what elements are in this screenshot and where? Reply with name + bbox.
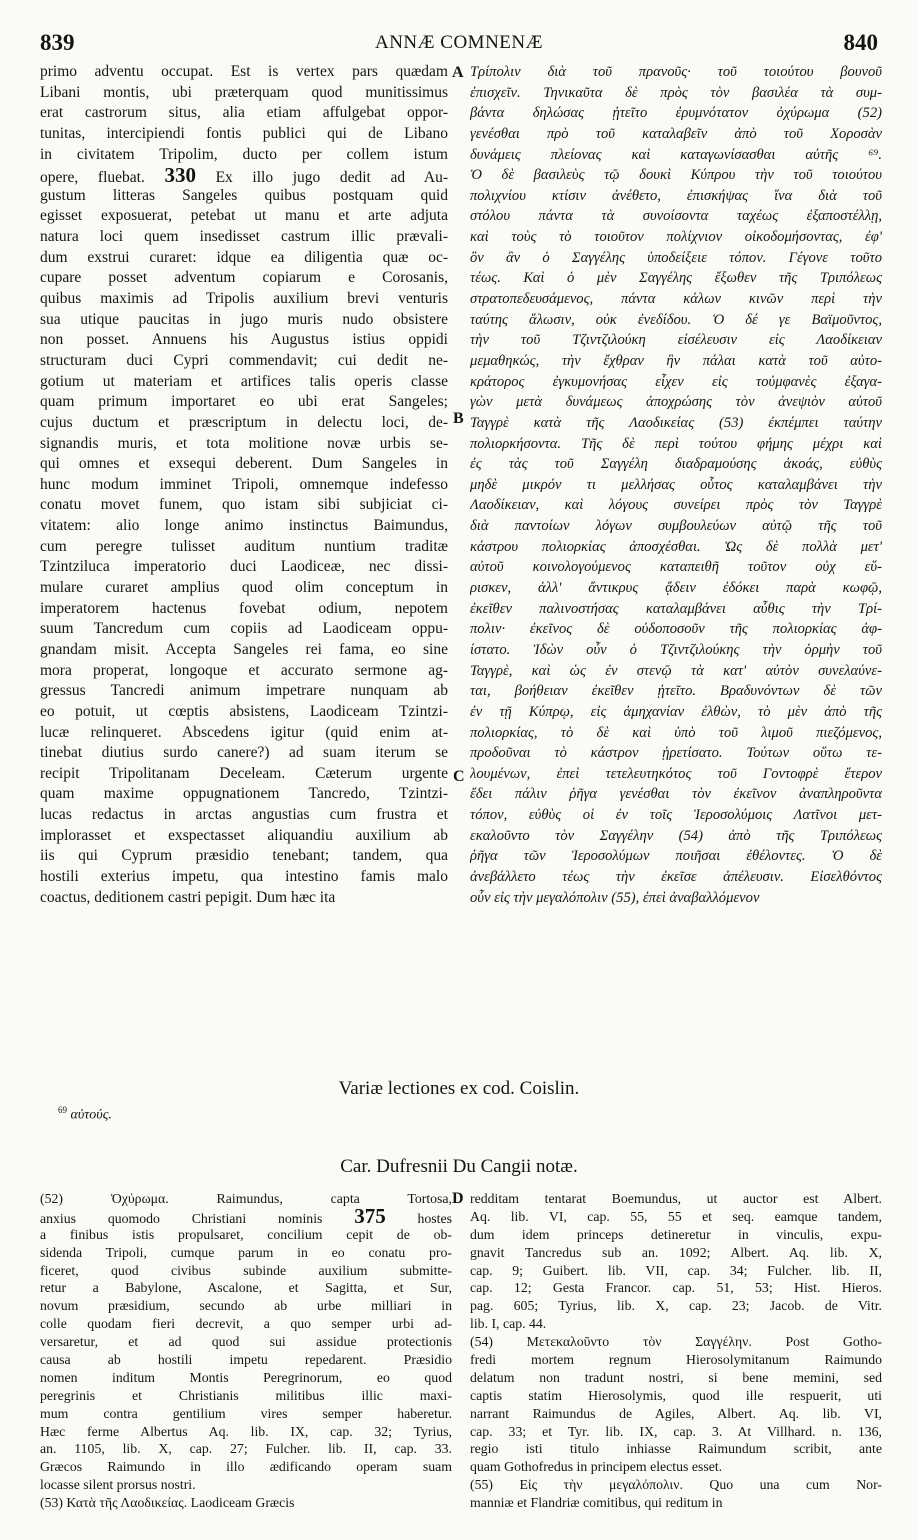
text-line: cujus ductum et præscriptum in delectu loci, de- [40, 413, 448, 431]
text-line: πολιορκίας, τὸ δὲ καὶ ὑπὸ τοῦ λιμοῦ πιεζόμενος, [470, 724, 882, 741]
text-line: dum idem princeps detineretur in vinculis, expu- [470, 1226, 882, 1242]
text-line: quam primum importaret eo ubi erat Sangeles; [40, 393, 448, 411]
text-line: εκαλοῦντο τὸν Σαγγέλην (54) ἀπὸ τῆς Τριπόλεως [470, 827, 882, 844]
text-line: cupare posset adventum copiarum e Corosanis, [40, 269, 448, 287]
text-line: delatum non tradunt nostri, si bene memini, sed [470, 1369, 882, 1385]
text-line: ἐς τὰς τοῦ Σαγγέλη διαδραμούσης ἀκοάς, εὐθὺς [470, 456, 882, 473]
text-line: eo potuit, ut cœptis absistens, Laodiceam Tzintzi- [40, 702, 448, 720]
text-line: signandis muris, et tota molitione novæ urbis se- [40, 434, 448, 452]
text-line: ficeret, quod civibus subinde auxilium submitte- [40, 1262, 452, 1278]
text-line: γὼν μετὰ δυνάμεως ἀποχρώσης τὸν ἀνεψιὸν αὐτοῦ [470, 394, 882, 411]
text-line: retur a Babylone, Ascalone, et Sagitta, et Sur, [40, 1280, 452, 1296]
text-line: οὖν εἰς τὴν μεγαλόπολιν (55), ἐπεὶ ἀναβαλλόμενον [470, 889, 760, 906]
text-line: tunitas, intercipiendi fontis publici qui de Libano [40, 124, 448, 142]
text-line: pag. 605; Tyrius, lib. X, cap. 23; Jacob. de Vitr. [470, 1298, 882, 1314]
text-line: (52) Ὀχύρωμα. Raimundus, capta Tortosa, [40, 1191, 452, 1206]
text-line: ρισκεν, ἀλλ' ἄντικρυς ᾄδειν ἐδόκει παρὰ κωφῷ, [470, 580, 882, 597]
text-line: gustum litteras Sangeles quibus postquam quid [40, 186, 448, 204]
text-line: Ταγγρὲ κατὰ τῆς Λαοδικείας (53) ἐκπέμπει ταύτην [470, 414, 882, 431]
text-line: cap. 9; Guibert. lib. VII, cap. 34; Fulcher. lib. II, [470, 1262, 882, 1278]
text-line: structuram duci Cypri commendavit; cui dedit ne- [40, 351, 448, 369]
text-line: redditam tentarat Boemundus, ut auctor est Albert. [470, 1191, 882, 1206]
text-line: Ταγγρὲ, καὶ ὡς ἐν στενῷ τὰ κατ' αὐτὸν συνελαύνε- [470, 662, 882, 679]
text-line: ται, βοήθειαν ἐκεῖθεν ᾐτεῖτο. Βραδυνόντων δὲ τῶν [470, 683, 882, 700]
text-line: quibus maximis ad Tripolis auxilium brevi venturis [40, 290, 448, 308]
text-line: κράτορος ἐγκυμονήσας εἶχεν εἰς τοὐμφανὲς ἐξαγα- [470, 373, 882, 390]
text-line: ῥῆγα τῶν Ἱεροσολύμων ποιῆσαι ἐθέλοντες. Ὁ δὲ [470, 848, 882, 865]
margin-mark-c: C [453, 768, 465, 785]
text-line: στόλου πάντα τὰ συνοίσοντα ταχέως ἐξαποστέλλῃ, [470, 208, 882, 225]
variant-reading [58, 1105, 112, 1124]
text-line: in civitatem Tripolim, ducto per collem istum [40, 145, 448, 163]
text-line: captis statim Hierosolymis, quod ille respuerit, uti [470, 1387, 882, 1403]
text-line: manniæ et Flandriæ comitibus, qui reditum in [470, 1495, 723, 1511]
text-line: ἀνεβάλλετο τέως τὴν ἐκεῖσε ἀπέλευσιν. Εἰσελθόντος [470, 868, 882, 885]
text-line: ίστατο. Ἰδὼν οὖν ὁ Τζιντζιλούκης τὴν ὁρμὴν τοῦ [470, 641, 882, 658]
notes-heading: Car. Dufresnii Du Cangii notæ. [340, 1156, 578, 1177]
variant-number: 69 [58, 1105, 67, 1115]
text-line: gressus Tancredi animum impetrare nunquam ab [40, 682, 448, 700]
text-line: egisset exposuerat, petebat ut manu et arte adjuta [40, 207, 448, 225]
text-line: cap. 33; et Tyr. lib. IX, cap. 3. At Villhard. n. 136, [470, 1423, 882, 1439]
text-line: regio isti titulo inhiasse Raimundum scribit, ante [470, 1441, 882, 1457]
text-line: μεμαθηκώς, τὴν ἔχθραν ἣν πάλαι κατὰ τοῦ αὐτο- [470, 352, 882, 369]
text-line: conatu movet funem, quo istam sibi subjiciat ci- [40, 496, 448, 514]
text-line: Tzintziluca imperatorio duci Laodiceæ, nec dissi- [40, 558, 448, 576]
text-line: narrant Raimundus de Agiles, Albert. Aq. lib. VI, [470, 1405, 882, 1421]
text-line: nomen inditum Montis Peregrinorum, eo quod [40, 1369, 452, 1385]
latin-translation-column [40, 62, 448, 1130]
text-line: causa ab hostili impetu repedarent. Præsidio [40, 1352, 452, 1368]
text-line: natura loci quem insedisset castrum illic prævali- [40, 228, 448, 246]
text-line: qui omnes et exsequi deberent. Dum Sangeles in [40, 455, 448, 473]
text-line: ἐν τῇ Κύπρῳ, εἰς ἀμηχανίαν ἐλθὼν, τὸ μὲν ἀπὸ τῆς [470, 703, 882, 720]
text-line: novum præsidium, secundo ab urbe milliari in [40, 1298, 452, 1314]
text-line: implorasset et exspectasset aliquandiu auxilium ab [40, 826, 448, 844]
text-line: gnandam misit. Accepta Sangeles rei fama, eo sine [40, 640, 448, 658]
text-line: opere, fluebat. 330 Ex illo jugo dedit ad Au- [40, 165, 448, 186]
page-number-left: 839 [40, 30, 75, 55]
text-line: mum contra gentilium vires semper haberetur. [40, 1405, 452, 1421]
text-line: gotium ut materiam et artifices talis operis classe [40, 372, 448, 390]
margin-mark-b: B [453, 410, 464, 427]
text-line: στρατοπεδευσάμενος, πάντα κάλων κινῶν περὶ τὴν [470, 291, 882, 308]
text-line: primo adventu occupat. Est is vertex pars quædam [40, 63, 448, 80]
text-line: dum exstrui curaret: idque ea diligentia quæ oc- [40, 248, 448, 266]
text-line: Ὁ δὲ βασιλεὺς τῷ δουκὶ Κύπρου τὴν τοῦ τοιούτου [470, 167, 882, 184]
text-line: μηδὲ μικρόν τι μελλήσας οὗτος καταλαμβάνει τὴν [470, 476, 882, 493]
text-line: προδοῦναι τὸ κάστρον ᾑρετίσατο. Τούτων οὕτω τε- [470, 745, 882, 762]
text-line: recipit Tripolitanam Deceleam. Cæterum urgente [40, 764, 448, 782]
variae-heading: Variæ lectiones ex cod. Coislin. [338, 1078, 580, 1099]
text-line: a finibus istis propulsaret, concilium cepit de ob- [40, 1226, 452, 1242]
running-title: ANNÆ COMNENÆ [374, 32, 544, 53]
text-line: ἔδει πάλιν ῥῆγα γενέσθαι τὸν ἐκεῖνον ἀναπληροῦντα [470, 786, 882, 803]
text-line: (54) Μετεκαλοῦντο τὸν Σαγγέλην. Post Gotho- [470, 1334, 882, 1350]
notes-left-column [40, 1190, 452, 1530]
text-line: suum Tancredum cum copiis ad Laodiceam oppu- [40, 620, 448, 638]
text-line: ὃν ἂν ὁ Σαγγέλης ὑποδείξειε τόπον. Γέγονε τοῦτο [470, 249, 882, 266]
column-reference-number: 330 [164, 165, 196, 186]
text-line: non posset. Annuens his Augustus istius oppidi [40, 331, 448, 349]
text-line: (55) Εἰς τὴν μεγαλόπολιν. Quo una cum Nor- [470, 1477, 882, 1493]
text-line: γενέσθαι πρὸ τοῦ καταλαβεῖν ἀπὸ τοῦ Χοροσὰν [470, 125, 882, 142]
text-line: ἐπισχεῖν. Τηνικαῦτα δὲ πρὸς τὸν βασιλέα τὰ συμ- [470, 84, 882, 101]
margin-mark-d: D [452, 1190, 464, 1207]
text-line: τόπον, εὐθὺς οἱ ἐν τοῖς Ἱεροσολύμοις Λατῖνοι μετ- [470, 807, 882, 824]
greek-text-column [470, 62, 882, 1130]
text-line: colle quodam fieri decrevit, a quo semper urbi ad- [40, 1316, 452, 1332]
text-line: erat castrorum situs, alia etiam affulgebat oppor- [40, 104, 448, 122]
text-line: διὰ παντοίων λόγων συμβουλεύων αὐτῷ τῆς τοῦ [470, 518, 882, 535]
margin-mark-a: A [452, 64, 464, 81]
text-line: πολιορκήσοντα. Τῆς δὲ περὶ τούτου φήμης μέχρι καὶ [470, 435, 882, 452]
text-line: τέως. Καὶ ὁ μὲν Σαγγέλης ἔξωθεν τῆς Τριπόλεως [470, 270, 882, 287]
text-line: mulare curaret amplius quod olim conceptum in [40, 579, 448, 597]
text-line: iis qui Cyprum præsidio tenebant; tandem, qua [40, 847, 448, 865]
text-line: quam Gothofredus in principem electus esset. [470, 1459, 723, 1475]
text-line: vitatem: alio longe animo instinctus Baimundus, [40, 517, 448, 535]
text-line: Græcos Raimundo in illo ædificando operam suam [40, 1459, 452, 1475]
text-line: lib. I, cap. 44. [470, 1316, 547, 1332]
variant-text: αὐτούς. [70, 1107, 112, 1123]
text-line: δυνάμεις πλείονας καὶ καταγωνίσασθαι αὐτῆς ⁶⁹. [470, 146, 882, 163]
text-line: lucæ relinqueret. Abscedens igitur (quid enim at- [40, 723, 448, 741]
text-line: ταύτης ἅλωσιν, οὐκ ἐνεδίδου. Ὁ δέ γε Βαϊμοῦντος, [470, 311, 882, 328]
text-line: an. 1105, lib. X, cap. 27; Fulcher. lib. II, cap. 33. [40, 1441, 452, 1457]
text-line: τὴν τοῦ Τζιντζιλούκη εἰσέλευσιν εἰς Λαοδίκειαν [470, 332, 882, 349]
text-line: tinebat diutius surdo canere?) ad suam iterum se [40, 744, 448, 762]
text-line: (53) Κατὰ τῆς Λαοδικείας. Laodiceam Græcis [40, 1495, 295, 1511]
text-line: Hæc ferme Albertus Aq. lib. IX, cap. 32; Tyrius, [40, 1423, 452, 1439]
text-line: Aq. lib. VI, cap. 55, 55 et seq. eamque tandem, [470, 1208, 882, 1224]
text-line: καὶ τοὺς τὸ τοιοῦτον πολίχνιον οἰκοδομήσοντας, ἐφ' [470, 229, 882, 246]
text-line: hunc modum imminet Tripoli, omnemque indefesso [40, 475, 448, 493]
text-line: ἐκεῖθεν παλινοστήσας καταλαμβάνει αὖθις τὴν Τρί- [470, 600, 882, 617]
text-line: fredi mortem regnum Hierosolymitanum Raimundo [470, 1352, 882, 1368]
text-line: mora properat, longoque et accurato sermone ag- [40, 661, 448, 679]
page-number-right: 840 [843, 30, 878, 55]
text-line: anxius quomodo Christiani nominis 375 hostes [40, 1208, 452, 1226]
notes-right-column [470, 1190, 882, 1530]
text-line: sidenda Tripoli, cumque parum in eo conatu pro- [40, 1244, 452, 1260]
text-line: πολιν· ἐκεῖνος δὲ οὐδοποσοῦν τῆς πολιορκίας ἀφ- [470, 621, 882, 638]
text-line: αὐτοῦ κοινολογούμενος καταπειθῆ τοῦτον οὐχ εὕ- [470, 559, 882, 576]
text-line: versaretur, et ad quod sui assidue protectionis [40, 1334, 452, 1350]
text-line: imperatorem hactenus fovebat odium, nepotem [40, 599, 448, 617]
text-line: gnavit Tancredus sub an. 1092; Albert. Aq. lib. X, [470, 1244, 882, 1260]
text-line: λουμένων, ἐπεὶ τετελευτηκότος τοῦ Γοντοφρὲ ἕτερον [470, 765, 882, 782]
text-line: cap. 12; Gesta Francor. cap. 51, 53; Hist. Hieros. [470, 1280, 882, 1296]
text-line: Libani montis, ubi præterquam quod munitissimus [40, 83, 448, 101]
text-line: sua utique paucitas in jugo muris nudo obsistere [40, 310, 448, 328]
text-line: lucas redactus in arctas angustias cum frustra et [40, 806, 448, 824]
text-line: cum peregre tulisset auditum nuntium traditæ [40, 537, 448, 555]
text-line: κάστρου πολιορκίας ἀποσχέσθαι. Ὡς δὲ πολλὰ μετ' [470, 538, 882, 555]
column-reference-number: 375 [354, 1207, 386, 1226]
running-header [40, 30, 878, 60]
text-line: βάντα δηλώσας ᾐτεῖτο ἐρυμνότατον ὀχύρωμα (52) [470, 105, 882, 122]
text-line: Τρίπολιν διὰ τοῦ πρανοῦς· τοῦ τοιούτου βουνοῦ [470, 64, 882, 80]
text-line: peregrinis et Christianis militibus illic maxi- [40, 1387, 452, 1403]
text-line: quam maxime oppugnationem Tancredo, Tzintzi- [40, 785, 448, 803]
text-line: Λαοδίκειαν, καὶ λόγους συνείρει πρὸς τὸν Ταγγρὲ [470, 497, 882, 514]
text-line: locasse silent prorsus nostri. [40, 1477, 196, 1493]
text-line: hostili exterius impetu, qua intestino famis malo [40, 867, 448, 885]
text-line: πολιχνίου κτίσιν ἀνέθετο, ἐπισκήψας ἵνα διὰ τοῦ [470, 187, 882, 204]
text-line: coactus, deditionem castri pepigit. Dum hæc ita [40, 888, 336, 906]
